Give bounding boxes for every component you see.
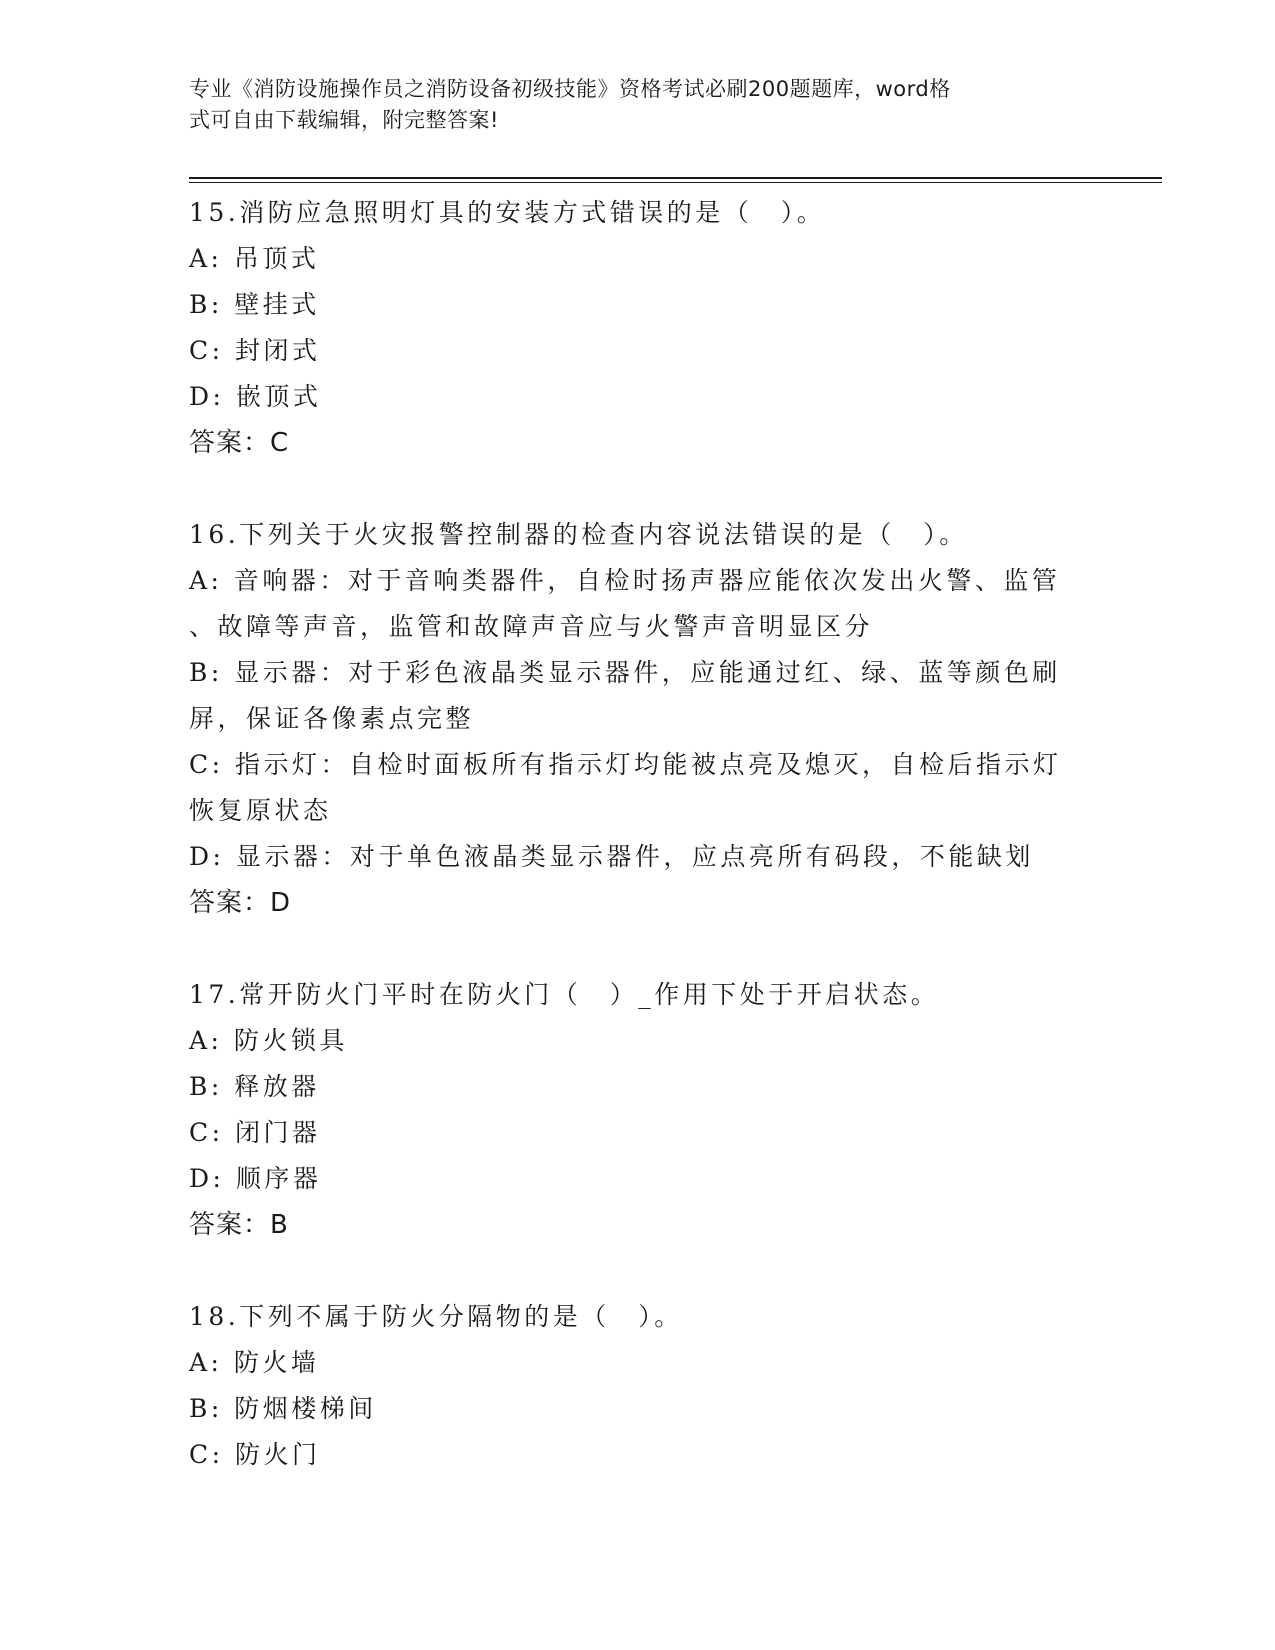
option-a: A: 防火锁具 <box>189 1026 348 1055</box>
option-d: D: 显示器：对于单色液晶类显示器件，应点亮所有码段，不能缺划 <box>189 842 1034 871</box>
answer: 答案：C <box>189 428 290 458</box>
option-a-continued: 、故障等声音，监管和故障声音应与火警声音明显区分 <box>189 612 874 641</box>
option-b: B: 释放器 <box>189 1072 320 1101</box>
header-divider-thin <box>189 182 1162 183</box>
spacer <box>189 1248 1089 1294</box>
option-a: A: 吊顶式 <box>189 244 320 273</box>
answer: 答案：D <box>189 888 292 918</box>
option-b: B: 壁挂式 <box>189 290 320 319</box>
option-d: D: 嵌顶式 <box>189 382 322 411</box>
question-stem: 18.下列不属于防火分隔物的是（ ）。 <box>189 1302 683 1331</box>
option-c-continued: 恢复原状态 <box>189 796 332 825</box>
answer: 答案：B <box>189 1210 289 1240</box>
option-a: A: 防火墙 <box>189 1348 320 1377</box>
option-c: C: 防火门 <box>189 1440 321 1469</box>
spacer <box>189 926 1089 972</box>
option-a: A: 音响器：对于音响类器件，自检时扬声器应能依次发出火警、监管 <box>189 566 1061 595</box>
question-stem: 15.消防应急照明灯具的安装方式错误的是（ ）。 <box>189 198 826 227</box>
spacer <box>189 466 1089 512</box>
question-stem: 17.常开防火门平时在防火门（ ）_作用下处于开启状态。 <box>189 980 940 1009</box>
question-16 <box>189 512 1089 926</box>
question-18 <box>189 1294 1089 1478</box>
question-15 <box>189 190 1089 466</box>
option-c: C: 指示灯：自检时面板所有指示灯均能被点亮及熄灭，自检后指示灯 <box>189 750 1062 779</box>
question-stem: 16.下列关于火灾报警控制器的检查内容说法错误的是（ ）。 <box>189 520 968 549</box>
option-b: B: 防烟楼梯间 <box>189 1394 377 1423</box>
option-b-continued: 屏，保证各像素点完整 <box>189 704 475 733</box>
option-b: B: 显示器：对于彩色液晶类显示器件，应能通过红、绿、蓝等颜色刷 <box>189 658 1061 687</box>
header-divider-thick <box>189 177 1162 179</box>
option-c: C: 闭门器 <box>189 1118 321 1147</box>
question-list <box>189 190 1089 1478</box>
option-d: D: 顺序器 <box>189 1164 322 1193</box>
header-line-2: 式可自由下载编辑，附完整答案! <box>189 108 499 132</box>
question-17 <box>189 972 1089 1248</box>
document-header <box>189 74 1089 136</box>
header-line-1: 专业《消防设施操作员之消防设备初级技能》资格考试必刷200题题库，word格 <box>189 77 951 101</box>
option-c: C: 封闭式 <box>189 336 321 365</box>
